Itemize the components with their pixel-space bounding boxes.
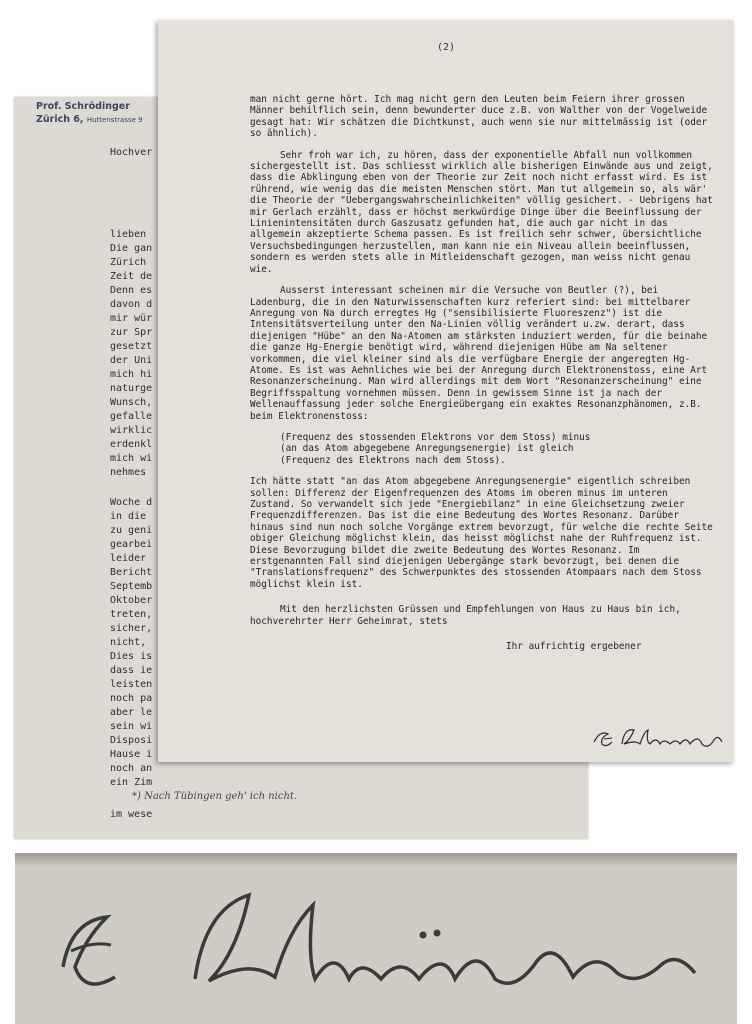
letterhead-address [36, 113, 143, 127]
page1-line: leisten [110, 679, 153, 690]
page1-line: in die [110, 511, 147, 522]
signature-large [45, 869, 725, 1019]
page1-line: Denn es [110, 285, 153, 296]
equation-line: (Frequenz des Elektrons nach dem Stoss). [280, 454, 506, 466]
page1-line: mich wi [110, 453, 153, 464]
page1-line: im wese [110, 809, 153, 820]
page1-line: Hochver [110, 147, 153, 158]
page1-line: Woche d [110, 497, 153, 508]
page1-line: mich hi [110, 369, 153, 380]
page1-line: zur Spr [110, 327, 153, 338]
page1-line: gearbei [110, 539, 153, 550]
page1-line: wirklic [110, 425, 153, 436]
paragraph-4: Ich hätte statt "an das Atom abgegebene Anregungsenergie" eigentlich schreiben sollen: Differenz der Eigenfrequenzen des Atoms im oberen minus im unteren Zustand. So verwandelt sich jede "Energiebilanz" in eine Gleichsetzung zweier Frequenzdifferenzen. Das ist die eine Bedeutung des Wortes Resonanz. Darüber hinaus sind nun noch solche Vorgänge extrem bevorzugt, für welche die rechte Seite obiger Gleichung möglichst klein, das heisst möglichst nahe der Ruhfrequenz ist. Diese Bevorzugung bildet die zweite Bedeutung des Wortes Resonanz. Im erstgenannten Fall sind diejenigen Uebergänge stark bevorzugt, bei denen die "Translationsfrequenz" des Schwerpunktes des stossenden Atompaars nach dem Stoss möglichst klein ist. [250, 476, 713, 590]
page1-line: aber le [110, 707, 153, 718]
page1-line: Dies is [110, 651, 153, 662]
page1-line: Zürich [110, 257, 147, 268]
page1-line: zu geni [110, 525, 153, 536]
page1-line: treten, [110, 609, 153, 620]
page1-line: Oktober [110, 595, 153, 606]
page1-line: Bericht [110, 567, 153, 578]
page1-line: Hause i [110, 749, 153, 760]
page1-line: Wunsch, [110, 397, 153, 408]
page1-line: lieben [110, 229, 147, 240]
paragraph-3: Ausserst interessant scheinen mir die Versuche von Beutler (?), bei Ladenburg, die in den Naturwissenschaften kurz referiert sind: bei mittelbarer Anregung von Na durch erregtes Hg ("sensibilisierte Fluoreszenz") ist die Intensitätsverteilung unter den Na-Linien völlig verändert u.zw. derart, dass diejenigen "Hübe" an den Na-Atomen am stärksten induziert werden, für die beinahe die ganze Hg-Energie benötigt wird, während diejenigen Hübe am Na seltener vorkommen, die viel kleiner sind als die verfügbare Energie der angeregten Hg-Atome. Es ist was Aehnliches wie bei der Anregung durch Elektronenstoss, eine Art Resonanzerscheinung. Man wird allerdings mit dem Wort "Resonanzerscheinung" eine Begriffsspaltung vornehmen müssen. Denn in gewissem Sinne ist ja nach der Wellenauffassung jeder solche Energieübergang ein exaktes Resonanzphänomen, z.B. beim Elektronenstoss: [250, 285, 708, 422]
page1-line: sicher, [110, 623, 153, 634]
equation-line: (Frequenz des stossenden Elektrons vor dem Stoss) minus [280, 431, 591, 443]
closing-paragraph: Mit den herzlichsten Grüssen und Empfehlungen von Haus zu Haus bin ich, hochverehrter Herr Geheimrat, stets [250, 604, 681, 627]
page1-line: erdenkl [110, 439, 153, 450]
zoom-panel-top-edge [15, 853, 737, 867]
page1-line: noch pa [110, 693, 153, 704]
sign-off: Ihr aufrichtig ergebener [506, 641, 642, 653]
signature-small [590, 720, 730, 754]
page1-line: dass ie [110, 665, 153, 676]
paragraph-1: man nicht gerne hört. Ich mag nicht gern den Leuten beim Feiern ihrer grossen Männer behilflich sein, denn bewunderter duce z.B. von Walther von der Vogelweide gesagt hat: Wir schätzen die Dichtkunst, auch wenn sie nur mittelmässig ist (oder so ähnlich). [250, 94, 708, 140]
page-number: (2) [436, 42, 456, 53]
letterhead-city: Zürich 6, [36, 114, 84, 125]
page1-line: Zeit de [110, 271, 153, 282]
page1-line: sein wi [110, 721, 153, 732]
page1-line: gesetzt [110, 341, 153, 352]
page1-line: ein Zim [110, 777, 153, 788]
page1-line: gefalle [110, 411, 153, 422]
letter-body [250, 94, 718, 652]
page1-line: der Uni [110, 355, 153, 366]
page1-line: noch an [110, 763, 153, 774]
page1-line: leider [110, 553, 147, 564]
letterhead-name: Prof. Schrödinger [36, 101, 130, 112]
page1-line: nicht, [110, 637, 147, 648]
equation-line: (an das Atom abgegebene Anregungsenergie) ist gleich [280, 443, 574, 455]
page1-line: mir wür [110, 313, 153, 324]
signature-zoom-panel [15, 853, 737, 1024]
page1-line: Septemb [110, 581, 153, 592]
paragraph-2: Sehr froh war ich, zu hören, dass der exponentielle Abfall nun vollkommen sichergestellt ist. Das schliesst wirklich alle bisherigen Einwände aus und zeigt, dass die Abklingung eben von der Theorie zur Zeit noch nicht erfasst wird. Es ist rührend, wie wenig das die meisten Menschen stört. Man tut allgemein so, als wär' die Theorie der "Uebergangswahrscheinlichkeiten" völlig gesichert. - Uebrigens hat mir Gerlach erzählt, dass er höchst merkwürdige Dinge über die Beeinflussung der Linienintensitäten durch Gaszusatz gefunden hat, die auch gar nicht in das allgemein akzeptierte Schema passen. Es ist freilich sehr schwer, übersichtliche Versuchsbedingungen herzustellen, man kann nie ein Niveau allein beeinflussen, sondern es werden stets alle in Mitleidenschaft gezogen, man weiss nicht genau wie. [250, 149, 713, 275]
handwritten-footnote: *) Nach Tübingen geh' ich nicht. [132, 791, 298, 802]
page1-line: davon d [110, 299, 153, 310]
letterhead [36, 100, 143, 127]
letterhead-street: Huttenstrasse 9 [86, 116, 143, 124]
letter-page-2 [158, 20, 734, 762]
page1-line: Die gan [110, 243, 153, 254]
page1-line: naturge [110, 383, 153, 394]
equation-block [280, 432, 718, 466]
page1-line: nehmes [110, 467, 147, 478]
page1-line: Disposi [110, 735, 153, 746]
